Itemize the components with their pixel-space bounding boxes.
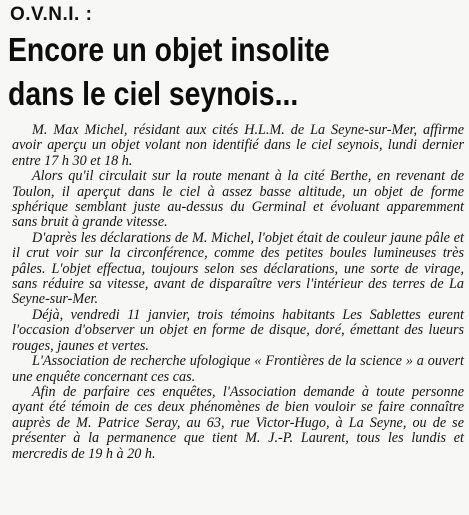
article-kicker: O.V.N.I. : <box>10 4 93 25</box>
article-paragraph: D'après les déclarations de M. Michel, l'objet était de couleur jaune pâle et il crut voir sur la circonférence, comme des petites boules lumineuses très pâles. L'objet effectua, toujours selon ses déclarations, une sorte de virage, sans réduire sa vitesse, avant de disparaître vers l'intérieur des terres de La Seyne-sur-Mer. <box>12 229 464 308</box>
article-paragraph: L'Association de recherche ufologique « Frontières de la science » a ouvert une enquête concernant ces cas. <box>12 353 464 385</box>
article-paragraph: Déjà, vendredi 11 janvier, trois témoins habitants Les Sablettes eurent l'occasion d'observer un objet en forme de disque, doré, émettant des lueurs rouges, jaunes et vertes. <box>12 306 464 354</box>
headline-line-2: dans le ciel seynois... <box>8 75 299 112</box>
headline-line-1: Encore un objet insolite <box>8 31 330 68</box>
article-headline <box>8 28 399 116</box>
article-body <box>12 123 464 462</box>
article-paragraph: Alors qu'il circulait sur la route menant à la cité Berthe, en revenant de Toulon, il aperçut dans le ciel à assez basse altitude, un objet de forme sphérique semblant juste au-dessus du Germinal et évoluant apparemment sans bruit à grande vitesse. <box>12 168 464 231</box>
article-paragraph: M. Max Michel, résidant aux cités H.L.M. de La Seyne-sur-Mer, affirme avoir aperçu un objet volant non identifié dans le ciel seynois, lundi dernier entre 17 h 30 et 18 h. <box>12 122 464 169</box>
article-paragraph: Afin de parfaire ces enquêtes, l'Association demande à toute personne ayant été témoin de ces deux phénomènes de bien vouloir se faire connaître auprès de M. Patrice Seray, au 63, rue Victor-Hugo, à La Seyne, ou de se présenter à la permanence que tient M. J.-P. Laurent, tous les lundis et mercredis de 19 h à 20 h. <box>12 383 464 462</box>
